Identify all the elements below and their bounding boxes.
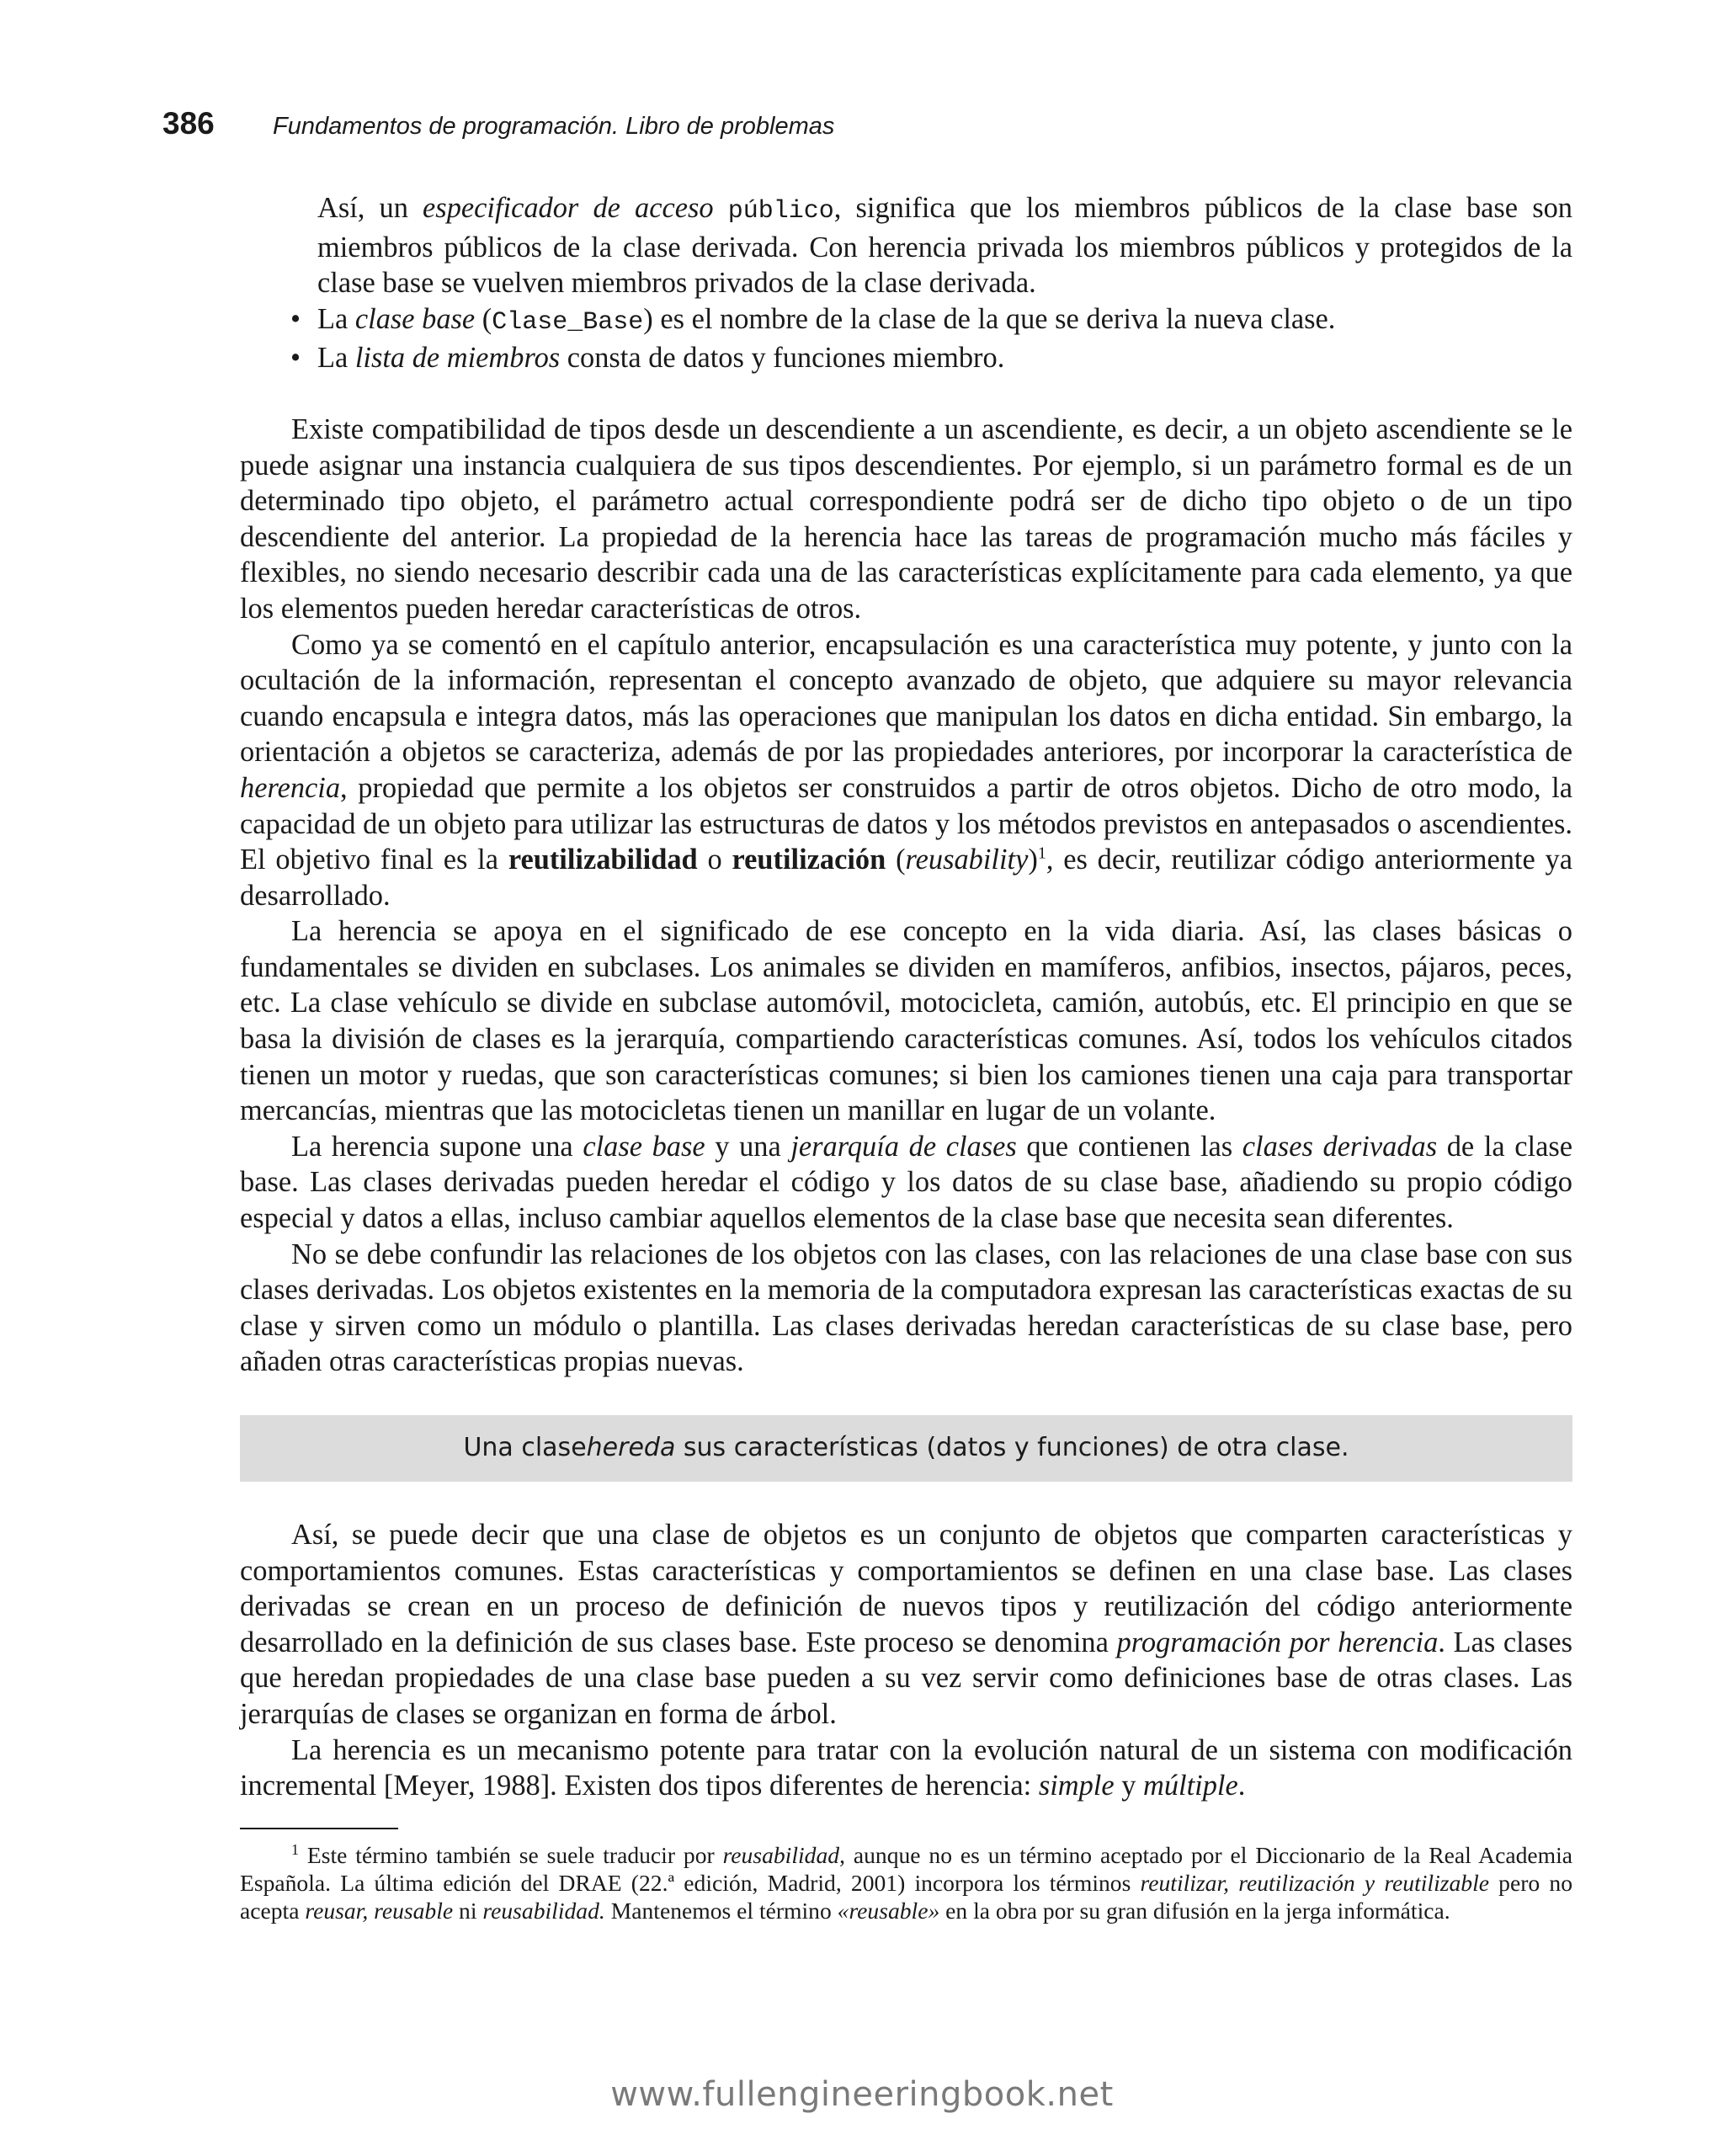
list-item: • La lista de miembros consta de datos y funciones miembro. bbox=[240, 340, 1572, 376]
footnote-divider bbox=[240, 1828, 398, 1829]
paragraph-compatibility: Existe compatibilidad de tipos desde un descendiente a un ascendiente, es decir, a un objeto ascendiente se le puede asignar una instancia cualquiera de sus tipos descendientes. Por ejemplo, si un parámetro formal es de un determinado tipo objeto, el parámetro actual correspondiente podrá ser de dicho tipo objeto o de un tipo descendiente del anterior. La propiedad de la herencia hace las tareas de programación mucho más fáciles y flexibles, no siendo necesario describir cada una de las características explícitamente para cada elemento, ya que los elementos pueden heredar características de otros. bbox=[240, 413, 1572, 625]
paragraph-access-specifier: Así, un especificador de acceso público, significa que los miembros públicos de la clase base son miembros públicos de la clase derivada. Con herencia privada los miembros públicos y protegidos de la clase base se vuelven miembros privados de la clase derivada. bbox=[317, 192, 1572, 300]
paragraph-base-class: La herencia supone una clase base y una jerarquía de clases que contienen las clases derivadas de la clase base. Las clases derivadas pueden heredar el código y los datos de su clase base, añadiendo su propio código especial y datos a ellas, incluso cambiar aquellos elementos de la clase base que necesita sean diferentes. bbox=[240, 1130, 1572, 1235]
paragraph-encapsulation: Como ya se comentó en el capítulo anterior, encapsulación es una característica muy potente, y junto con la ocultación de la información, representan el concepto avanzado de objeto, que adquiere su mayor relevancia cuando encapsula e integra datos, más las operaciones que manipulan los datos en dicha entidad. Sin embargo, la orientación a objetos se caracteriza, además de por las propiedades anteriores, por incorporar la característica de herencia, propiedad que permite a los objetos ser construidos a partir de otros objetos. Dicho de otro modo, la capacidad de un objeto para utilizar las estructuras de datos y los métodos previstos en antepasados o ascendientes. El objetivo final es la reutilizabilidad o reutilización (reusability)$^1$, es decir, reutilizar código anteriormente ya desarrollado. bbox=[240, 628, 1573, 912]
paragraph-class-definition: Así, se puede decir que una clase de objetos es un conjunto de objetos que comparten características y comportamientos comunes. Estas características y comportamientos se definen en una clase base. Las clases derivadas se crean en un proceso de definición de nuevos tipos y reutilización del código anteriormente desarrollado en la definición de sus clases base. Este proceso se denomina programación por herencia. Las clases que heredan propiedades de una clase base pueden a su vez servir como definiciones base de otras clases. Las jerarquías de clases se organizan en forma de árbol. bbox=[240, 1519, 1573, 1730]
bullet-icon: • bbox=[290, 342, 301, 375]
list-item: • La clase base (Clase_Base) es el nombre de la clase de la que se deriva la nueva clase. bbox=[290, 302, 1336, 337]
paragraph-objects-vs-classes: No se debe confundir las relaciones de los objetos con las clases, con las relaciones de una clase base con sus clases derivadas. Los objetos existentes en la memoria de la computadora expresan las características exactas de su clase y sirven como un módulo o plantilla. Las clases derivadas heredan características de su clase base, pero añaden otras características propias nuevas. bbox=[240, 1238, 1572, 1378]
page-number: 386 bbox=[162, 106, 215, 141]
watermark-url: www.fullengineeringbook.net bbox=[610, 2075, 1114, 2114]
footnote-reference: 1 bbox=[1037, 844, 1046, 863]
bullet-list bbox=[240, 301, 1572, 376]
paragraph-daily-life: La herencia se apoya en el significado de ese concepto en la vida diaria. Así, las clases básicas o fundamentales se dividen en subclases. Los animales se dividen en mamíferos, anfibios, insectos, pájaros, peces, etc. La clase vehículo se divide en subclase automóvil, motocicleta, camión, autobús, etc. El principio en que se basa la división de clases es la jerarquía, compartiendo características comunes. Así, todos los vehículos citados tienen un motor y ruedas, que son características comunes; si bien los camiones tienen una caja para transportar mercancías, mientras que las motocicletas tienen un manillar en lugar de un volante. bbox=[240, 915, 1572, 1127]
highlight-box: Una clase hereda sus características (datos y funciones) de otra clase. bbox=[240, 1415, 1572, 1482]
bullet-icon: • bbox=[290, 302, 301, 335]
book-title: Fundamentos de programación. Libro de problemas bbox=[273, 113, 835, 140]
running-header bbox=[162, 106, 1568, 157]
page-body bbox=[240, 190, 1572, 1924]
paragraph-inheritance-types: La herencia es un mecanismo potente para tratar con la evolución natural de un sistema con modificación incremental [Meyer, 1988]. Existen dos tipos diferentes de herencia: simple y múltiple. bbox=[240, 1733, 1572, 1802]
footnote: $^1$ Este término también se suele traducir por reusabilidad, aunque no es un término aceptado por el Diccionario de la Real Academia Española. La última edición del DRAE (22.ª edición, Madrid, 2001) incorpora los términos reutilizar, reutilización y reutilizable pero no acepta reusar, reusable ni reusabilidad. Mantenemos el término «reusable» en la obra por su gran difusión en la jerga informática. bbox=[240, 1840, 1572, 1924]
